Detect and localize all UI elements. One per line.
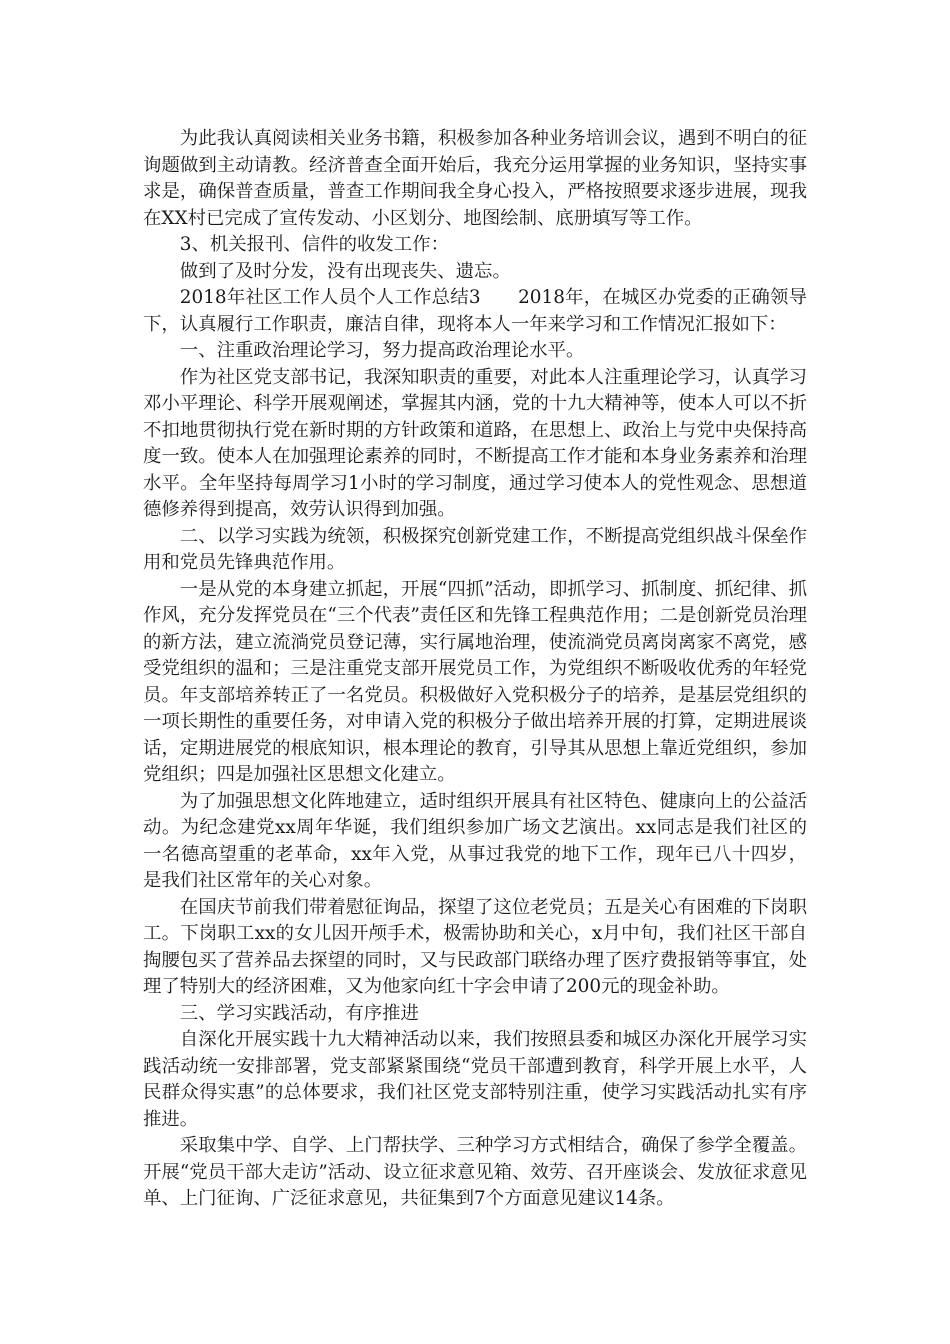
paragraph-business-study: 为此我认真阅读相关业务书籍，积极参加各种业务培训会议，遇到不明白的征询题做到主动请教。经济普查全面开始后，我充分运用掌握的业务知识，坚持实事求是，确保普查质量，普查工作期间我全身心投入，严格按照要求逐步进展，现我在XX村已完成了宣传发动、小区划分、地图绘制、底册填写等工作。 bbox=[143, 128, 807, 229]
paragraph-practice-activities: 自深化开展实践十九大精神活动以来，我们按照县委和城区办深化开展学习实践活动统一安排部署，党支部紧紧围绕“党员干部遭到教育，科学开展上水平，人民群众得实惠”的总体要求，我们社区党支部特别注重，使学习实践活动扎实有序推进。 bbox=[143, 1029, 807, 1130]
paragraph-mail-result: 做到了及时分发，没有出现丧失、遗忘。 bbox=[179, 260, 511, 282]
paragraph-summary-intro: 2018年社区工作人员个人工作总结3 2018年，在城区办党委的正确领导下，认真履行工作职责，廉洁自律，现将本人一年来学习和工作情况汇报如下： bbox=[143, 287, 807, 335]
paragraph-study-methods: 采取集中学、自学、上门帮扶学、三种学习方式相结合，确保了参学全覆盖。开展“党员干部大走访”活动、设立征求意见箱、效劳、召开座谈会、发放征求意见单、上门征询、广泛征求意见，共征集到7个方面意见建议14条。 bbox=[143, 1135, 807, 1209]
document-body bbox=[143, 126, 807, 1213]
paragraph-party-building: 一是从党的本身建立抓起，开展“四抓”活动，即抓学习、抓制度、抓纪律、抓作风，充分发挥党员在“三个代表”责任区和先锋工程典范作用；二是创新党员治理的新方法，建立流淌党员登记薄，实行属地治理，使流淌党员离岗离家不离党，感受党组织的温和；三是注重党支部开展党员工作，为党组织不断吸收优秀的年轻党员。年支部培养转正了一名党员。积极做好入党积极分子的培养，是基层党组织的一项长期性的重要任务，对申请入党的积极分子做出培养开展的打算，定期进展谈话，定期进展党的根底知识，根本理论的教育，引导其从思想上靠近党组织，参加党组织；四是加强社区思想文化建立。 bbox=[143, 578, 807, 785]
paragraph-culture-activities: 为了加强思想文化阵地建立，适时组织开展具有社区特色、健康向上的公益活动。为纪念建党xx周年华诞，我们组织参加广场文艺演出。xx同志是我们社区的一名德高望重的老革命，xx年入党，从事过我党的地下工作，现年已八十四岁，是我们社区常年的关心对象。 bbox=[143, 790, 807, 891]
section-heading-party-building: 二、以学习实践为统领，积极探究创新党建工作，不断提高党组织战斗保垒作用和党员先锋典范作用。 bbox=[143, 525, 807, 573]
section-heading-political-study: 一、注重政治理论学习，努力提高政治理论水平。 bbox=[179, 340, 585, 361]
paragraph-heading-mail-work: 3、机关报刊、信件的收发工作： bbox=[179, 234, 449, 255]
paragraph-national-day-visit: 在国庆节前我们带着慰征询品，探望了这位老党员；五是关心有困难的下岗职工。下岗职工xx的女儿因开颅手术，极需协助和关心，x月中旬，我们社区干部自掏腰包买了营养品去探望的同时，又与民政部门联络办理了医疗费报销等事宜，处理了特别大的经济困难，又为他家向红十字会申请了200元的现金补助。 bbox=[143, 896, 807, 997]
paragraph-political-study: 作为社区党支部书记，我深知职责的重要，对此本人注重理论学习，认真学习邓小平理论、科学开展观阐述，掌握其内涵，党的十九大精神等，使本人可以不折不扣地贯彻执行党在新时期的方针政策和道路，在思想上、政治上与党中央保持高度一致。使本人在加强理论素养的同时，不断提高工作才能和本身业务素养和治理水平。全年坚持每周学习1小时的学习制度，通过学习使本人的党性观念、思想道德修养得到提高，效劳认识得到加强。 bbox=[143, 366, 807, 520]
section-heading-practice-activities: 三、学习实践活动，有序推进 bbox=[179, 1002, 419, 1024]
